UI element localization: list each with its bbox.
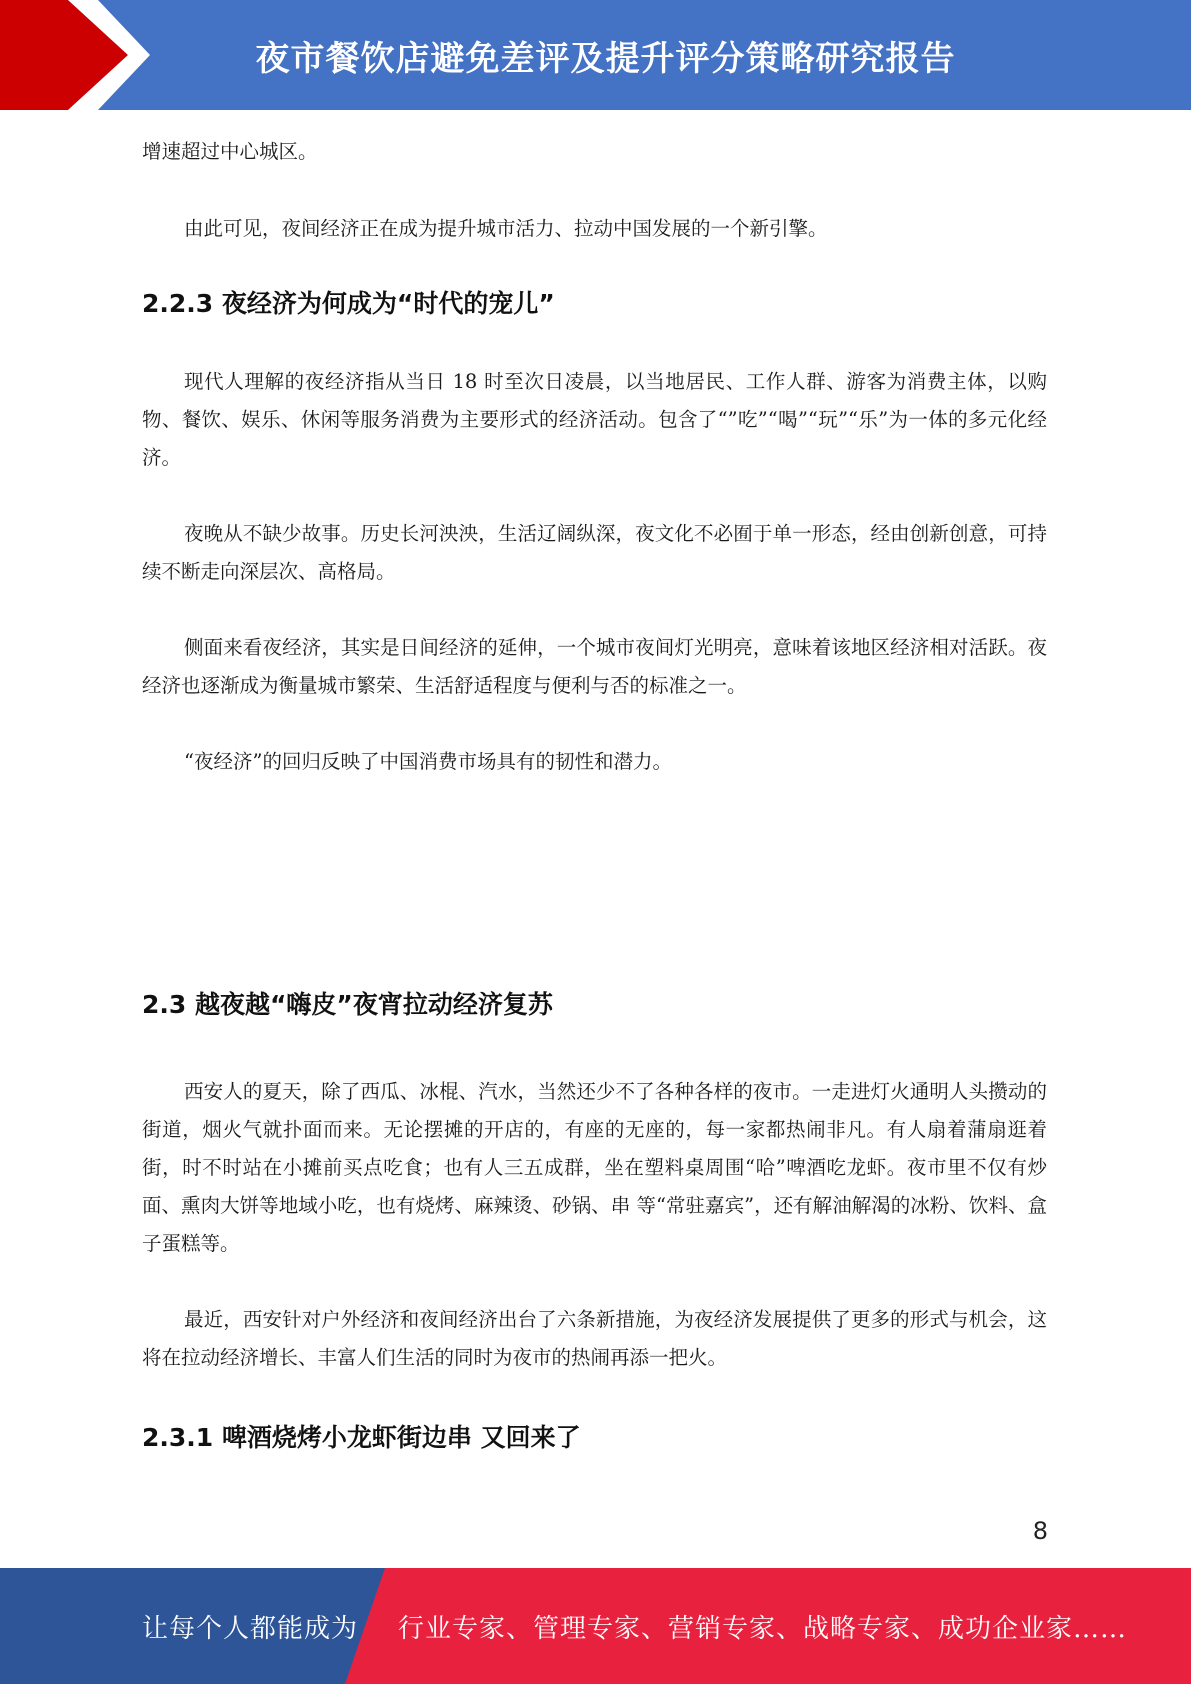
page-number: 8 — [1032, 1517, 1048, 1545]
paragraph: 由此可见，夜间经济正在成为提升城市活力、拉动中国发展的一个新引擎。 — [184, 217, 828, 240]
body-section-7 — [142, 1073, 1047, 1263]
body-section-4 — [142, 515, 1047, 591]
document-title: 夜市餐饮店避免差评及提升评分策略研究报告 — [255, 38, 956, 79]
footer-slogan-right: 行业专家、管理专家、营销专家、战略专家、成功企业家…… — [398, 1613, 1128, 1644]
header-banner — [0, 0, 1191, 110]
footer-slogan-left: 让每个人都能成为 — [142, 1613, 359, 1644]
paragraph: 现代人理解的夜经济指从当日 18 时至次日凌晨，以当地居民、工作人群、游客为消费主体，以购物、餐饮、娱乐、休闲等服务消费为主要形式的经济活动。包含了“”吃”“喝”“玩”“乐”为一体的多元化经济。 — [142, 370, 1047, 469]
section-heading-2-3: 2.3 越夜越“嗨皮”夜宵拉动经济复苏 — [142, 990, 553, 1019]
body-section-1 — [142, 133, 1047, 171]
paragraph: 增速超过中心城区。 — [142, 140, 318, 163]
body-section-5 — [142, 629, 1047, 705]
body-section-3 — [142, 363, 1047, 477]
section-heading-2-2-3: 2.2.3 夜经济为何成为“时代的宠儿” — [142, 289, 555, 318]
body-section-6 — [142, 743, 1047, 781]
paragraph: 西安人的夏天，除了西瓜、冰棍、汽水，当然还少不了各种各样的夜市。一走进灯火通明人头攒动的街道，烟火气就扑面而来。无论摆摊的开店的，有座的无座的，每一家都热闹非凡。有人扇着蒲扇逛着街，时不时站在小摊前买点吃食；也有人三五成群，坐在塑料桌周围“哈”啤酒吃龙虾。夜市里不仅有炒面、熏肉大饼等地域小吃，也有烧烤、麻辣烫、砂锅、串 等“常驻嘉宾”，还有解油解渴的冰粉、饮料、盒子蛋糕等。 — [142, 1080, 1047, 1255]
paragraph: 夜晚从不缺少故事。历史长河泱泱，生活辽阔纵深，夜文化不必囿于单一形态，经由创新创意，可持续不断走向深层次、高格局。 — [142, 522, 1047, 583]
body-section-2 — [142, 210, 1047, 248]
section-heading-2-3-1: 2.3.1 啤酒烧烤小龙虾街边串 又回来了 — [142, 1423, 581, 1452]
footer-banner — [0, 1568, 1191, 1684]
paragraph: 最近，西安针对户外经济和夜间经济出台了六条新措施，为夜经济发展提供了更多的形式与机会，这将在拉动经济增长、丰富人们生活的同时为夜市的热闹再添一把火。 — [142, 1308, 1047, 1369]
paragraph: “夜经济”的回归反映了中国消费市场具有的韧性和潜力。 — [184, 750, 672, 773]
body-section-8 — [142, 1301, 1047, 1377]
paragraph: 侧面来看夜经济，其实是日间经济的延伸，一个城市夜间灯光明亮，意味着该地区经济相对活跃。夜经济也逐渐成为衡量城市繁荣、生活舒适程度与便利与否的标准之一。 — [142, 636, 1047, 697]
